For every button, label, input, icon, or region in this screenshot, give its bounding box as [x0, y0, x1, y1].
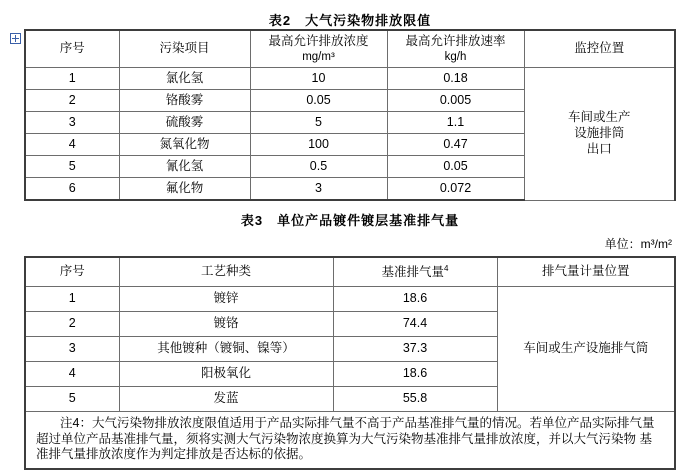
- table2-caption: [0, 210, 700, 229]
- note-line-2: 超过单位产品基准排气量，须将实测大气污染物浓度换算为大气污染物基准排气量排放浓度，并以大气污染物: [36, 431, 637, 446]
- th-process-type: 工艺种类: [119, 257, 333, 287]
- cell-no: 1: [25, 68, 119, 90]
- table1-caption-number: 表2: [268, 13, 292, 28]
- cell-concentration: 3: [250, 178, 387, 201]
- cell-measure-position: 车间或生产设施排气筒: [497, 287, 675, 412]
- cell-process-type: 镀铬: [119, 312, 333, 337]
- cell-process-type: 发蓝: [119, 387, 333, 412]
- cell-no: 5: [25, 156, 119, 178]
- th-concentration: [250, 30, 387, 68]
- cell-rate: 0.47: [387, 134, 524, 156]
- note-line-3: 基准排气量排放浓度作为判定排放是否达标的依据。: [36, 431, 653, 462]
- cell-concentration: 0.05: [250, 90, 387, 112]
- cell-item: 氟化物: [119, 178, 250, 201]
- air-pollutant-limits-table: [24, 29, 676, 201]
- th-no: 序号: [25, 257, 119, 287]
- cell-value: 37.3: [333, 337, 497, 362]
- cell-no: 6: [25, 178, 119, 201]
- cell-process-type: 其他镀种（镀铜、镍等）: [119, 337, 333, 362]
- cell-item: 硫酸雾: [119, 112, 250, 134]
- monitor-position-l1: 车间或生产: [567, 110, 631, 125]
- th-baseline-exhaust-text: 基准排气量: [381, 264, 445, 279]
- table2-units-label: 单位：m³/m²: [604, 237, 672, 251]
- cell-value: 74.4: [333, 312, 497, 337]
- cell-process-type: 阳极氧化: [119, 362, 333, 387]
- cell-item: 铬酸雾: [119, 90, 250, 112]
- th-rate: [387, 30, 524, 68]
- baseline-exhaust-table: [24, 256, 676, 470]
- table2-caption-title: 单位产品镀件镀层基准排气量: [277, 213, 460, 228]
- cell-no: 4: [25, 134, 119, 156]
- table2-caption-number: 表3: [240, 213, 264, 228]
- th-item: 污染项目: [119, 30, 250, 68]
- th-monitor-position: 监控位置: [524, 30, 675, 68]
- cell-no: 4: [25, 362, 119, 387]
- table-header-row: [25, 257, 675, 287]
- cell-value: 18.6: [333, 362, 497, 387]
- cell-item: 氰化氢: [119, 156, 250, 178]
- cell-no: 1: [25, 287, 119, 312]
- th-baseline-exhaust-note: 4: [444, 263, 449, 273]
- table2-note: [25, 412, 675, 469]
- cell-no: 2: [25, 90, 119, 112]
- cell-rate: 0.005: [387, 90, 524, 112]
- cell-process-type: 镀锌: [119, 287, 333, 312]
- th-rate-main: 最高允许排放速率: [405, 34, 506, 48]
- cell-rate: 0.072: [387, 178, 524, 201]
- anchor-marker-icon: [10, 33, 21, 44]
- th-rate-unit: kg/h: [444, 50, 467, 63]
- table1-caption: [0, 10, 700, 29]
- cell-concentration: 100: [250, 134, 387, 156]
- cell-no: 3: [25, 112, 119, 134]
- cell-value: 18.6: [333, 287, 497, 312]
- cell-item: 氮氧化物: [119, 134, 250, 156]
- table-row: [25, 68, 675, 90]
- cell-rate: 0.05: [387, 156, 524, 178]
- cell-rate: 1.1: [387, 112, 524, 134]
- monitor-position-l3: 出口: [586, 141, 612, 156]
- th-concentration-main: 最高允许排放浓度: [268, 34, 369, 48]
- cell-rate: 0.18: [387, 68, 524, 90]
- spacer-top: [0, 0, 700, 10]
- note-line-1: 注4：大气污染物排放浓度限值适用于产品实际排气量不高于产品基准排气量的情况。若单位产品实际排气量: [60, 416, 655, 430]
- th-concentration-unit: mg/m³: [302, 50, 335, 63]
- table-header-row: [25, 30, 675, 68]
- cell-concentration: 10: [250, 68, 387, 90]
- cell-item: 氯化氢: [119, 68, 250, 90]
- cell-concentration: 0.5: [250, 156, 387, 178]
- table-row: [25, 287, 675, 312]
- cell-monitor-position: [524, 68, 675, 201]
- th-no: 序号: [25, 30, 119, 68]
- cell-value: 55.8: [333, 387, 497, 412]
- table1-caption-title: 大气污染物排放限值: [305, 13, 432, 28]
- cell-concentration: 5: [250, 112, 387, 134]
- table-note-row: [25, 412, 675, 469]
- spacer-mid: [0, 201, 700, 210]
- th-baseline-exhaust: [333, 257, 497, 287]
- cell-no: 5: [25, 387, 119, 412]
- cell-no: 3: [25, 337, 119, 362]
- monitor-position-l2: 设施排筒: [574, 125, 625, 140]
- th-measure-position: 排气量计量位置: [497, 257, 675, 287]
- cell-no: 2: [25, 312, 119, 337]
